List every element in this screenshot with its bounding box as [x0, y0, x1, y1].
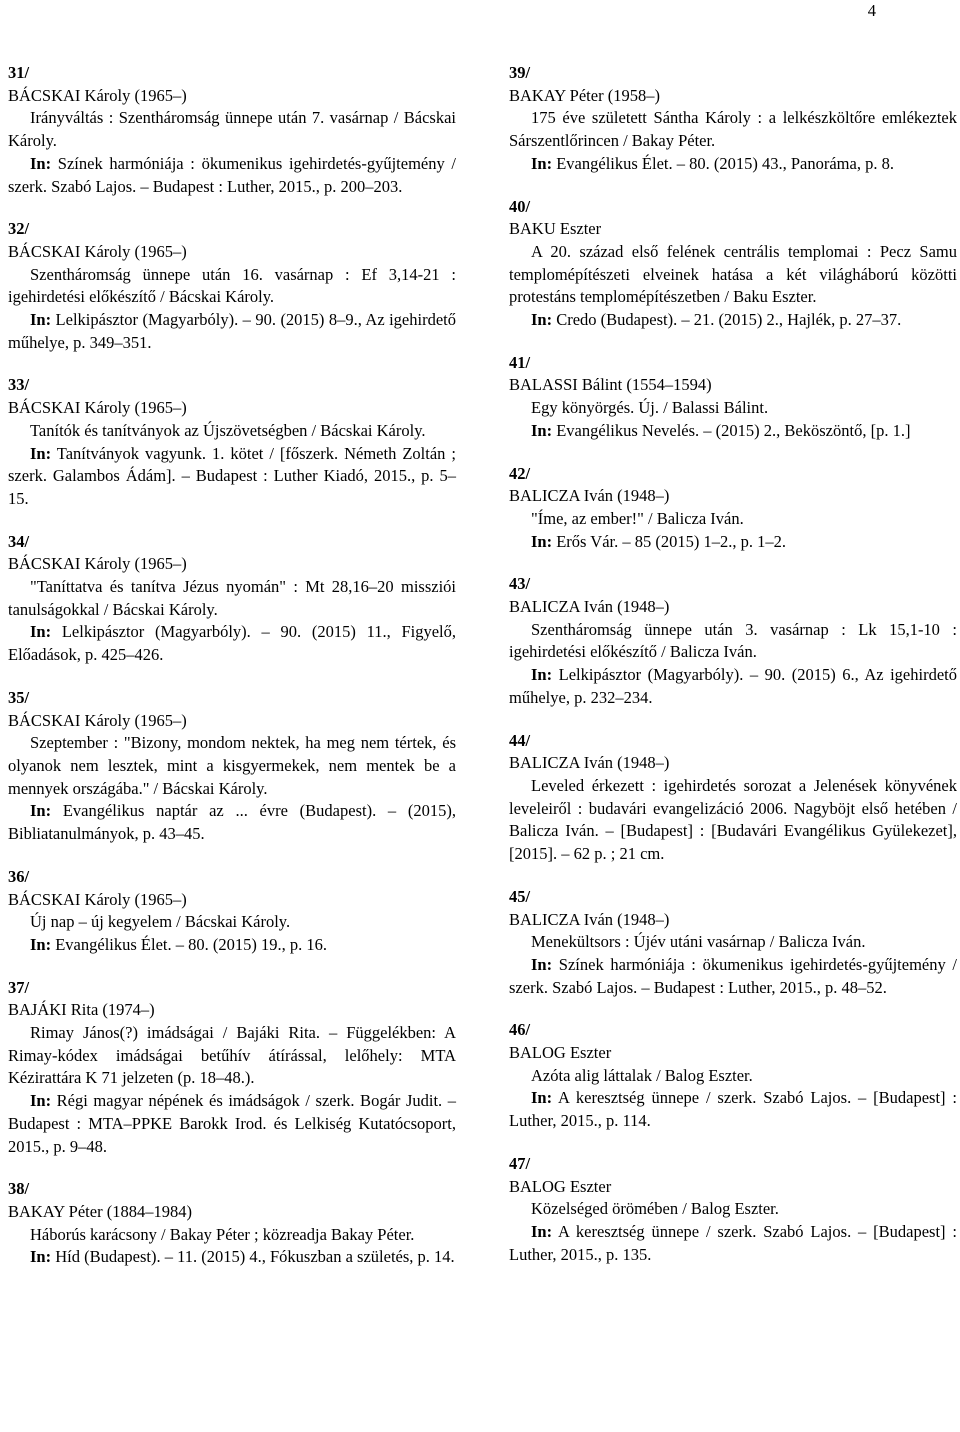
source-text: Lelkipásztor (Magyarbóly). – 90. (2015) 11., Figyelő, Előadások, p. 425–426. — [8, 622, 456, 665]
entry-author: BAKAY Péter (1958–) — [509, 85, 660, 105]
entry-number: 35/ — [8, 687, 30, 707]
entry-source — [8, 153, 456, 198]
entry-title: Leveled érkezett : igehirdetés sorozat a Jelenések könyvének leveleiről : budavári evangelizáció 2006. Nagyböjt első hetében / Balicza Iván. – [Budapest] : [Budavári Evangélikus Gyülekezet], [2015]. – 62 p. ; 21 cm. — [509, 775, 957, 864]
source-text: Lelkipásztor (Magyarbóly). – 90. (2015) 8–9., Az igehirdető műhelye, p. 349–351. — [8, 310, 456, 352]
entry-title: 175 éve született Sántha Károly : a lelkészköltőre emlékeztek Sárszentlőrincen / Bakay Péter. — [509, 108, 957, 151]
in-label: In: — [531, 954, 553, 974]
entry-number: 31/ — [8, 63, 30, 82]
in-label: In: — [30, 153, 52, 173]
source-text: Evangélikus Nevelés. – (2015) 2., Beköszöntő, [p. 1.] — [556, 420, 911, 440]
entry-number: 42/ — [509, 463, 531, 483]
entry-author: BAJÁKI Rita (1974–) — [8, 1000, 155, 1020]
entry-author: BALOG Eszter — [509, 1176, 612, 1196]
bib-entry — [509, 886, 957, 1000]
source-text: A keresztség ünnepe / szerk. Szabó Lajos. – [Budapest] : Luther, 2015., p. 135. — [509, 1221, 957, 1264]
source-text: Híd (Budapest). – 11. (2015) 4., Fókuszban a születés, p. 14. — [55, 1247, 455, 1267]
entry-source — [8, 1246, 456, 1269]
source-text: Színek harmóniája : ökumenikus igehirdetés-gyűjtemény / szerk. Szabó Lajos. – Budapest : Luther, 2015., p. 48–52. — [509, 954, 958, 997]
bib-entry — [8, 687, 456, 846]
in-label: In: — [30, 310, 52, 330]
entry-source — [8, 934, 456, 957]
entry-author: BÁCSKAI Károly (1965–) — [8, 554, 187, 574]
entry-number: 37/ — [8, 977, 30, 997]
entry-title: Rimay János(?) imádságai / Bajáki Rita. – Függelékben: A Rimay-kódex imádságai betűhív átírással, lelőhely: MTA Kézirattára K 71 jelzeten (p. 18–48.). — [8, 1023, 456, 1088]
bib-entry — [509, 196, 957, 332]
entry-author: BALICZA Iván (1948–) — [509, 753, 670, 773]
entry-title: "Íme, az ember!" / Balicza Iván. — [531, 508, 744, 528]
entry-author: BÁCSKAI Károly (1965–) — [8, 889, 187, 909]
entry-title: Azóta alig láttalak / Balog Eszter. — [531, 1065, 753, 1085]
source-text: Erős Vár. – 85 (2015) 1–2., p. 1–2. — [556, 531, 786, 551]
bib-entry — [509, 730, 957, 866]
source-text: Régi magyar népének és imádságok / szerk. Bogár Judit. – Budapest : MTA–PPKE Barokk Irod. és Lelkiség Kutatócsoport, 2015., p. 9–48. — [8, 1091, 456, 1156]
entry-title: A 20. század első felének centrális templomai : Pecz Samu templomépítészeti elveinek hatása a két világháború közötti protestáns templomépítészetben / Baku Eszter. — [509, 241, 957, 307]
bib-entry — [8, 866, 456, 957]
in-label: In: — [531, 665, 553, 685]
in-label: In: — [30, 801, 52, 821]
right-column — [509, 62, 957, 1286]
entry-title: Közelséged örömében / Balog Eszter. — [531, 1199, 779, 1219]
entry-author: BÁCSKAI Károly (1965–) — [8, 85, 187, 105]
in-label: In: — [30, 622, 52, 642]
in-label: In: — [531, 153, 553, 173]
entry-number: 40/ — [509, 196, 531, 216]
entry-author: BÁCSKAI Károly (1965–) — [8, 398, 187, 418]
entry-title: Szentháromság ünnepe után 3. vasárnap : Lk 15,1-10 : igehirdetési előkészítő / Balicza Iván. — [509, 619, 957, 662]
entry-source — [8, 621, 456, 666]
entry-number: 33/ — [8, 375, 30, 395]
entry-source — [509, 1221, 957, 1266]
in-label: In: — [30, 934, 52, 954]
entry-source — [8, 309, 456, 354]
entry-title: Egy könyörgés. Új. / Balassi Bálint. — [531, 398, 769, 418]
entry-number: 32/ — [8, 219, 30, 239]
entry-author: BÁCSKAI Károly (1965–) — [8, 710, 187, 730]
bib-entry — [8, 531, 456, 667]
bib-entry — [509, 62, 957, 176]
entry-source — [8, 443, 456, 511]
source-text: Színek harmóniája : ökumenikus igehirdetés-gyűjtemény / szerk. Szabó Lajos. – Budapest : Luther, 2015., p. 200–203. — [8, 153, 457, 196]
entry-author: BAKAY Péter (1884–1984) — [8, 1201, 192, 1221]
bib-entry — [509, 1153, 957, 1267]
source-text: Evangélikus Élet. – 80. (2015) 19., p. 16. — [55, 934, 327, 954]
entry-source — [8, 1090, 456, 1158]
entry-source — [509, 664, 957, 709]
entry-title: Tanítók és tanítványok az Újszövetségben / Bácskai Károly. — [30, 420, 426, 440]
source-text: A keresztség ünnepe / szerk. Szabó Lajos. – [Budapest] : Luther, 2015., p. 114. — [509, 1088, 957, 1131]
entry-author: BALOG Eszter — [509, 1043, 612, 1063]
entry-number: 44/ — [509, 730, 531, 750]
page-number: 4 — [867, 1, 876, 20]
entry-title: Menekültsors : Újév utáni vasárnap / Balicza Iván. — [531, 932, 866, 952]
in-label: In: — [30, 1247, 52, 1267]
entry-source — [509, 420, 957, 443]
source-text: Evangélikus Élet. – 80. (2015) 43., Panoráma, p. 8. — [556, 153, 894, 173]
entry-number: 43/ — [509, 574, 531, 594]
bib-entry — [8, 62, 456, 198]
bib-entry — [8, 1178, 456, 1269]
entry-number: 41/ — [509, 352, 531, 372]
entry-source — [509, 531, 957, 554]
entry-author: BALICZA Iván (1948–) — [509, 597, 670, 617]
bib-entry — [509, 573, 957, 709]
entry-source — [509, 954, 957, 999]
entry-title: Háborús karácsony / Bakay Péter ; közreadja Bakay Péter. — [30, 1224, 415, 1244]
source-text: Lelkipásztor (Magyarbóly). – 90. (2015) 6., Az igehirdető műhelye, p. 232–234. — [509, 665, 957, 707]
entry-number: 46/ — [509, 1020, 531, 1040]
in-label: In: — [531, 1221, 553, 1241]
bib-entry — [509, 352, 957, 443]
entry-title: Irányváltás : Szentháromság ünnepe után 7. vasárnap / Bácskai Károly. — [8, 108, 456, 151]
source-text: Credo (Budapest). – 21. (2015) 2., Hajlék, p. 27–37. — [556, 310, 902, 330]
entry-source — [509, 153, 957, 176]
entry-author: BALICZA Iván (1948–) — [509, 909, 670, 929]
entry-title: Szentháromság ünnepe után 16. vasárnap : Ef 3,14-21 : igehirdetési előkészítő / Bácskai Károly. — [8, 264, 456, 307]
entry-number: 38/ — [8, 1179, 30, 1199]
entry-number: 36/ — [8, 866, 30, 886]
bib-entry — [8, 218, 456, 354]
in-label: In: — [531, 531, 553, 551]
left-column — [8, 62, 456, 1289]
entry-title: Szeptember : "Bizony, mondom nektek, ha meg nem tértek, és olyanok nem lesztek, mint a kisgyermekek, nem mentek be a mennyek országába." / Bácskai Károly. — [8, 733, 456, 798]
entry-title: Új nap – új kegyelem / Bácskai Károly. — [30, 912, 291, 932]
entry-number: 39/ — [509, 63, 531, 82]
entry-author: BAKU Eszter — [509, 219, 602, 239]
entry-number: 34/ — [8, 531, 30, 551]
entry-source — [8, 800, 456, 845]
entry-author: BALASSI Bálint (1554–1594) — [509, 375, 712, 395]
source-text: Evangélikus naptár az ... évre (Budapest). – (2015), Bibliatanulmányok, p. 43–45. — [8, 801, 457, 844]
bib-entry — [8, 977, 456, 1159]
entry-number: 45/ — [509, 886, 531, 906]
bib-entry — [8, 374, 456, 510]
in-label: In: — [30, 1091, 52, 1111]
entry-author: BALICZA Iván (1948–) — [509, 486, 670, 506]
entry-source — [509, 1087, 957, 1132]
entry-number: 47/ — [509, 1153, 531, 1173]
entry-author: BÁCSKAI Károly (1965–) — [8, 241, 187, 261]
bib-entry — [509, 1019, 957, 1133]
entry-title: "Taníttatva és tanítva Jézus nyomán" : Mt 28,16–20 missziói tanulságokkal / Bácskai Károly. — [8, 577, 456, 619]
entry-source — [509, 309, 957, 332]
in-label: In: — [531, 420, 553, 440]
in-label: In: — [531, 310, 553, 330]
in-label: In: — [531, 1088, 553, 1108]
source-text: Tanítványok vagyunk. 1. kötet / [főszerk. Németh Zoltán ; szerk. Galambos Ádám]. – Budapest : Luther Kiadó, 2015., p. 5–15. — [8, 443, 456, 508]
bib-entry — [509, 463, 957, 554]
in-label: In: — [30, 443, 52, 463]
